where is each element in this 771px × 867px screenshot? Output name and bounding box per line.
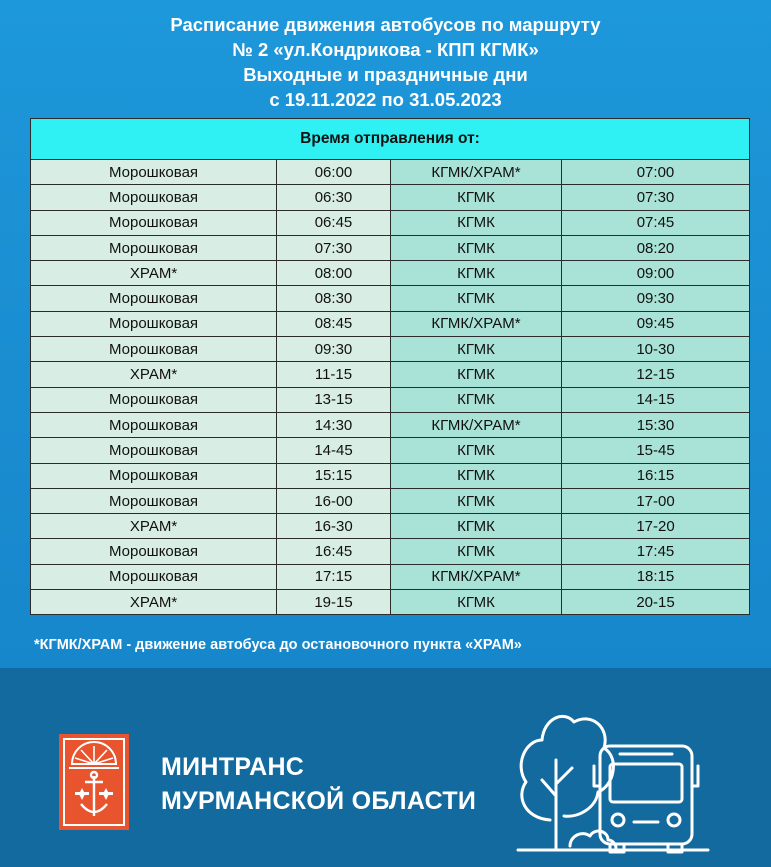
departure-time-1: 16-30 <box>277 514 391 539</box>
table-row <box>31 235 750 260</box>
departure-stop-2: КГМК/ХРАМ* <box>391 412 562 437</box>
departure-stop-1: Морошковая <box>31 564 277 589</box>
departure-stop-2: КГМК <box>391 488 562 513</box>
table-row <box>31 412 750 437</box>
organization-line-1: МИНТРАНС <box>161 753 305 781</box>
departure-stop-2: КГМК <box>391 286 562 311</box>
departure-time-1: 13-15 <box>277 387 391 412</box>
table-row <box>31 514 750 539</box>
departure-time-1: 09:30 <box>277 337 391 362</box>
departure-time-1: 07:30 <box>277 235 391 260</box>
departure-time-2: 10-30 <box>562 337 750 362</box>
departure-time-1: 08:45 <box>277 311 391 336</box>
departure-stop-2: КГМК <box>391 185 562 210</box>
title-line-4: с 19.11.2022 по 31.05.2023 <box>269 89 502 110</box>
departure-stop-1: ХРАМ* <box>31 362 277 387</box>
tree-bus-illustration-icon <box>512 700 712 860</box>
table-row <box>31 488 750 513</box>
departure-time-2: 14-15 <box>562 387 750 412</box>
departure-stop-1: Морошковая <box>31 185 277 210</box>
departure-time-2: 18:15 <box>562 564 750 589</box>
departure-stop-2: КГМК <box>391 514 562 539</box>
title-line-3: Выходные и праздничные дни <box>243 64 528 85</box>
table-header-row <box>31 119 750 160</box>
table-row <box>31 362 750 387</box>
departure-stop-2: КГМК <box>391 539 562 564</box>
departure-time-1: 17:15 <box>277 564 391 589</box>
departure-stop-1: ХРАМ* <box>31 590 277 615</box>
departure-time-1: 06:30 <box>277 185 391 210</box>
departure-time-2: 07:30 <box>562 185 750 210</box>
departure-stop-1: Морошковая <box>31 539 277 564</box>
departure-time-1: 08:30 <box>277 286 391 311</box>
table-row <box>31 210 750 235</box>
footnote: *КГМК/ХРАМ - движение автобуса до остановочного пункта «ХРАМ» <box>34 637 522 653</box>
table-row <box>31 185 750 210</box>
title-line-2: № 2 «ул.Кондрикова - КПП КГМК» <box>232 39 539 60</box>
departure-stop-1: Морошковая <box>31 210 277 235</box>
departure-time-1: 08:00 <box>277 261 391 286</box>
departure-stop-2: КГМК/ХРАМ* <box>391 311 562 336</box>
departure-time-1: 14:30 <box>277 412 391 437</box>
departure-stop-1: Морошковая <box>31 488 277 513</box>
departure-time-2: 12-15 <box>562 362 750 387</box>
departure-time-1: 16-00 <box>277 488 391 513</box>
departure-stop-1: Морошковая <box>31 235 277 260</box>
table-row <box>31 463 750 488</box>
table-row <box>31 564 750 589</box>
departure-stop-2: КГМК <box>391 387 562 412</box>
departure-stop-2: КГМК/ХРАМ* <box>391 160 562 185</box>
departure-stop-2: КГМК/ХРАМ* <box>391 564 562 589</box>
departure-time-1: 16:45 <box>277 539 391 564</box>
departure-time-2: 09:45 <box>562 311 750 336</box>
departure-stop-2: КГМК <box>391 362 562 387</box>
departure-time-1: 14-45 <box>277 438 391 463</box>
departure-time-2: 17-20 <box>562 514 750 539</box>
departure-time-2: 17-00 <box>562 488 750 513</box>
departure-stop-1: Морошковая <box>31 286 277 311</box>
departure-time-2: 17:45 <box>562 539 750 564</box>
departure-time-2: 15-45 <box>562 438 750 463</box>
departure-stop-1: Морошковая <box>31 438 277 463</box>
departure-stop-1: Морошковая <box>31 412 277 437</box>
departure-stop-1: Морошковая <box>31 337 277 362</box>
departure-stop-2: КГМК <box>391 261 562 286</box>
departure-stop-2: КГМК <box>391 337 562 362</box>
title-line-1: Расписание движения автобусов по маршруту <box>170 14 601 35</box>
departure-time-2: 07:45 <box>562 210 750 235</box>
departure-time-2: 15:30 <box>562 412 750 437</box>
table-row <box>31 337 750 362</box>
departure-time-1: 19-15 <box>277 590 391 615</box>
departure-time-1: 06:45 <box>277 210 391 235</box>
departure-time-2: 20-15 <box>562 590 750 615</box>
table-row <box>31 261 750 286</box>
departure-stop-2: КГМК <box>391 463 562 488</box>
departure-stop-2: КГМК <box>391 210 562 235</box>
departure-time-1: 15:15 <box>277 463 391 488</box>
schedule-table <box>30 118 750 615</box>
table-row <box>31 539 750 564</box>
departure-time-2: 16:15 <box>562 463 750 488</box>
murmansk-emblem-icon <box>59 734 129 830</box>
departure-stop-1: Морошковая <box>31 387 277 412</box>
organization-name <box>161 750 476 818</box>
table-row <box>31 387 750 412</box>
table-row <box>31 311 750 336</box>
departure-time-1: 11-15 <box>277 362 391 387</box>
departure-stop-1: Морошковая <box>31 160 277 185</box>
departure-time-2: 08:20 <box>562 235 750 260</box>
departure-stop-2: КГМК <box>391 590 562 615</box>
departure-stop-2: КГМК <box>391 438 562 463</box>
departure-stop-1: Морошковая <box>31 463 277 488</box>
departure-stop-1: ХРАМ* <box>31 514 277 539</box>
departure-time-1: 06:00 <box>277 160 391 185</box>
departure-stop-1: Морошковая <box>31 311 277 336</box>
page-title <box>0 12 771 112</box>
departure-stop-2: КГМК <box>391 235 562 260</box>
table-header: Время отправления от: <box>31 119 750 160</box>
departure-time-2: 09:00 <box>562 261 750 286</box>
departure-time-2: 09:30 <box>562 286 750 311</box>
table-row <box>31 438 750 463</box>
table-row <box>31 286 750 311</box>
departure-stop-1: ХРАМ* <box>31 261 277 286</box>
organization-line-2: МУРМАНСКОЙ ОБЛАСТИ <box>161 787 477 815</box>
departure-time-2: 07:00 <box>562 160 750 185</box>
table-row <box>31 160 750 185</box>
table-row <box>31 590 750 615</box>
